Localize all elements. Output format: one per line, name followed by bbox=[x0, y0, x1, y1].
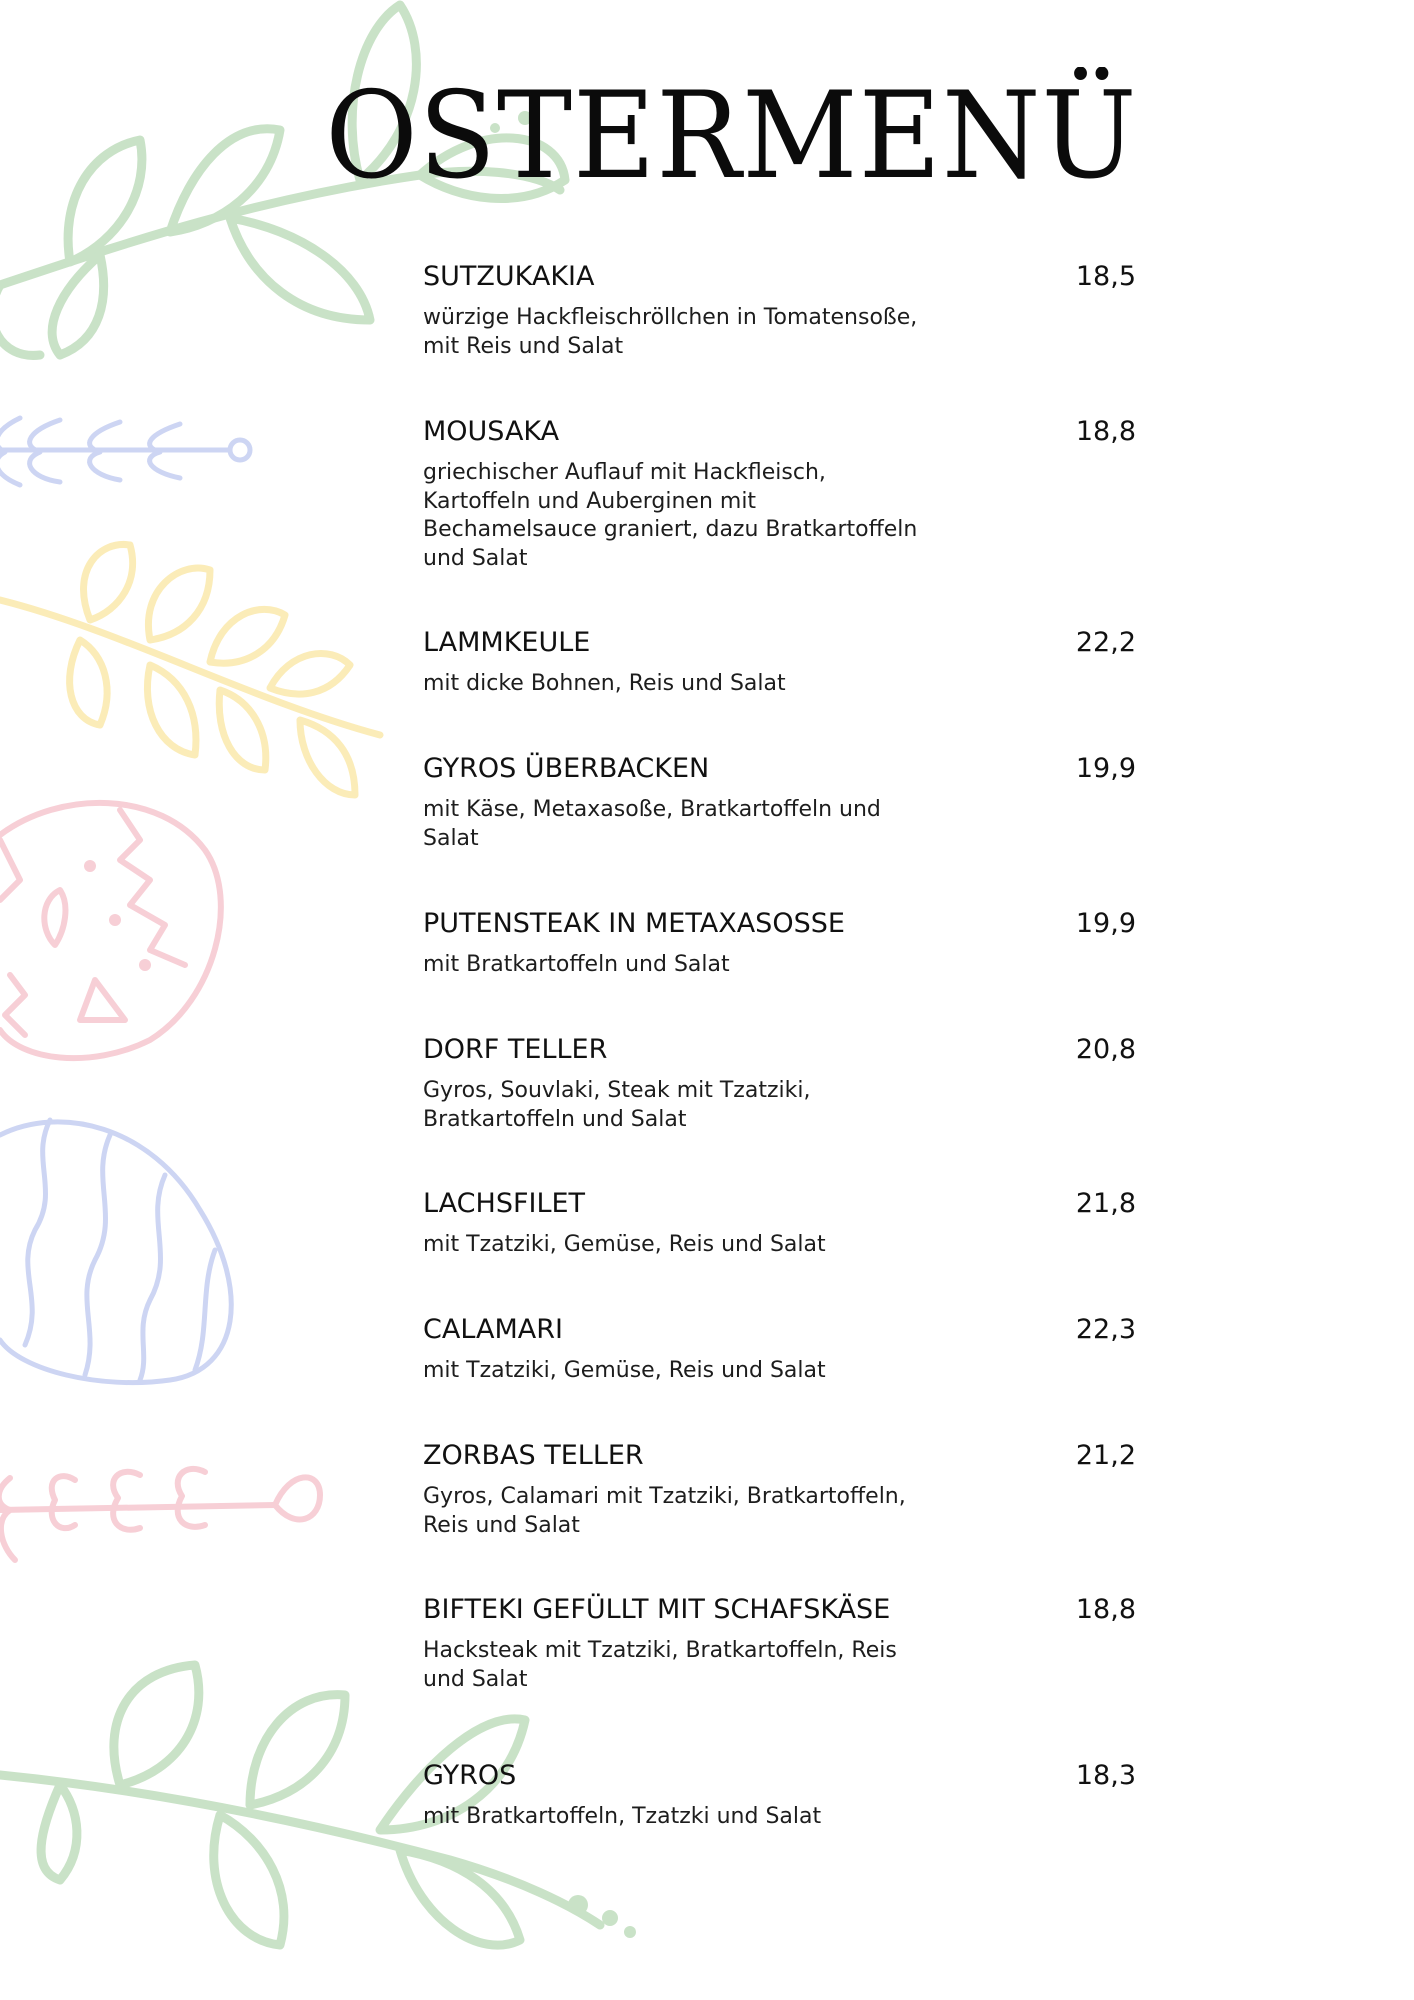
dish-name: ZORBAS TELLER bbox=[423, 1440, 644, 1471]
dish-price: 18,8 bbox=[1075, 1594, 1136, 1625]
dish-price: 18,5 bbox=[1075, 261, 1136, 292]
dish-name: CALAMARI bbox=[423, 1314, 563, 1345]
dish-name: DORF TELLER bbox=[423, 1034, 608, 1065]
arrow-branch-icon bbox=[0, 418, 250, 485]
dish-price: 21,8 bbox=[1075, 1188, 1136, 1219]
dish-description: griechischer Auflauf mit Hackfleisch, Kartoffeln und Auberginen mit Bechamelsauce graniert, dazu Bratkartoffeln und Salat bbox=[423, 460, 918, 571]
dish-description: mit Tzatziki, Gemüse, Reis und Salat bbox=[423, 1358, 826, 1383]
dish-description: mit Käse, Metaxasoße, Bratkartoffeln und Salat bbox=[423, 797, 881, 851]
dish-description: mit Bratkartoffeln, Tzatzki und Salat bbox=[423, 1804, 822, 1829]
dish-description: Gyros, Souvlaki, Steak mit Tzatziki, Bratkartoffeln und Salat bbox=[423, 1078, 811, 1132]
dish-price: 19,9 bbox=[1075, 753, 1136, 784]
dish-price: 18,3 bbox=[1075, 1760, 1136, 1791]
dish-name: BIFTEKI GEFÜLLT MIT SCHAFSKÄSE bbox=[423, 1594, 891, 1625]
dish-name: LACHSFILET bbox=[423, 1188, 586, 1219]
dish-description: mit Tzatziki, Gemüse, Reis und Salat bbox=[423, 1232, 826, 1257]
dish-price: 22,3 bbox=[1075, 1314, 1136, 1345]
arrow-branch-icon bbox=[0, 1469, 320, 1560]
dish-description: mit dicke Bohnen, Reis und Salat bbox=[423, 671, 786, 696]
dish-price: 18,8 bbox=[1075, 416, 1136, 447]
dish-price: 19,9 bbox=[1075, 908, 1136, 939]
easter-egg-icon bbox=[0, 803, 221, 1058]
dish-description: würzige Hackfleischröllchen in Tomatensoße, mit Reis und Salat bbox=[423, 305, 918, 359]
leafy-branch-icon bbox=[0, 544, 380, 795]
dish-name: SUTZUKAKIA bbox=[423, 261, 595, 292]
dish-price: 20,8 bbox=[1075, 1034, 1136, 1065]
dish-name: PUTENSTEAK IN METAXASOSSE bbox=[423, 908, 845, 939]
dish-name: LAMMKEULE bbox=[423, 627, 591, 658]
easter-egg-icon bbox=[0, 1120, 231, 1383]
dish-description: mit Bratkartoffeln und Salat bbox=[423, 952, 730, 977]
dish-description: Hacksteak mit Tzatziki, Bratkartoffeln, Reis und Salat bbox=[423, 1638, 897, 1692]
dish-name: GYROS bbox=[423, 1760, 517, 1791]
dish-price: 21,2 bbox=[1075, 1440, 1136, 1471]
dish-name: GYROS ÜBERBACKEN bbox=[423, 753, 710, 784]
menu-title: OSTERMENÜ bbox=[325, 67, 1138, 206]
dish-description: Gyros, Calamari mit Tzatziki, Bratkartoffeln, Reis und Salat bbox=[423, 1484, 906, 1538]
dish-name: MOUSAKA bbox=[423, 416, 560, 447]
dish-price: 22,2 bbox=[1075, 627, 1136, 658]
